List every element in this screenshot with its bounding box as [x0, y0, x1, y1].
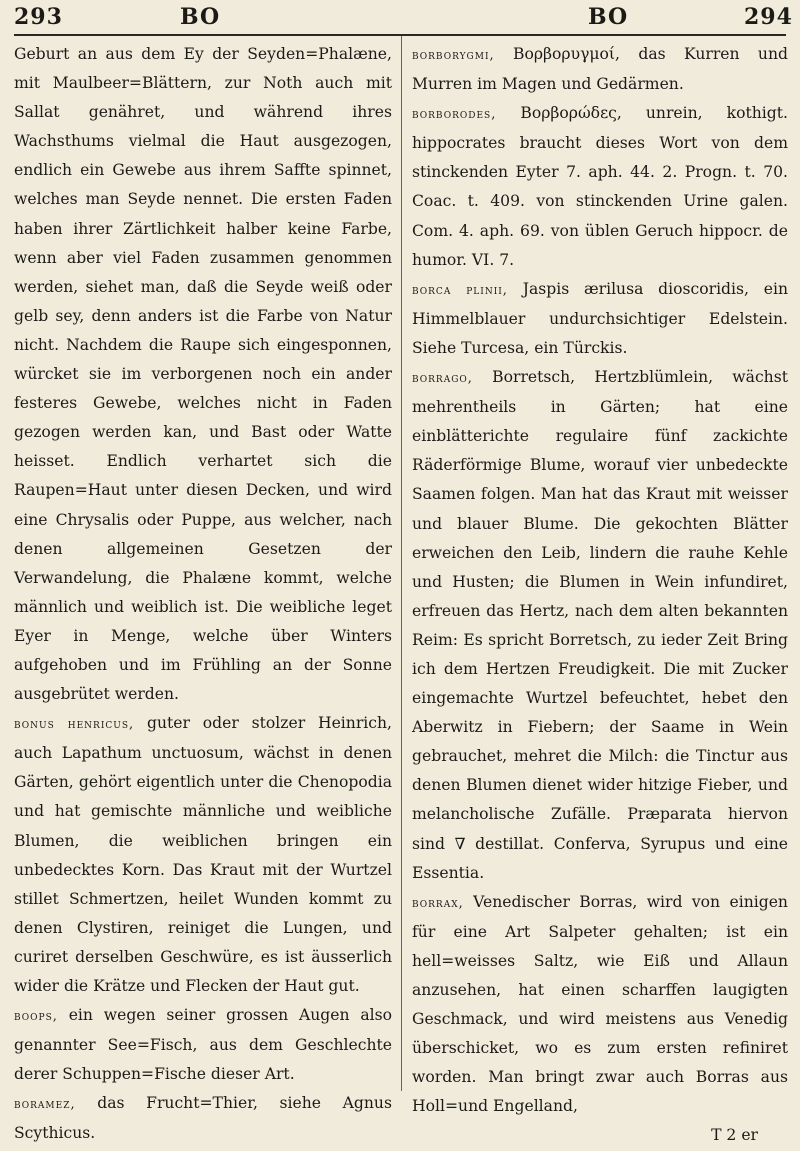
running-header — [0, 0, 800, 34]
entry-text: Βορβορώδες, unrein, kothigt. hippocrates braucht dieses Wort von dem stinckenden Eyter 7. aph. 44. 2. Progn. t. 70. Coac. t. 409. von stinckenden Urine galen. Com. 4. aph. 69. von üblen Geruch hippocr. de humor. VI. 7. — [412, 104, 788, 269]
entry-text: das Frucht=Thier, siehe Agnus Scythicus. — [14, 1094, 392, 1143]
entry-text: Βορβορυγμοί, das Kurren und Murren im Magen und Gedärmen. — [412, 45, 788, 94]
entry-text: Jaspis ærilusa dioscoridis, ein Himmelblauer undurchsichtiger Edelstein. Siehe Turcesa, ein Türckis. — [412, 279, 788, 357]
left-column — [14, 40, 392, 1143]
entry-borborodes — [412, 99, 788, 275]
entry-headword: boramez, — [14, 1097, 76, 1113]
entry-borca — [412, 275, 788, 363]
entry-headword: borborygmi, — [412, 48, 495, 63]
catchword: T 2 er — [711, 1126, 758, 1145]
entry-bonus-henricus — [14, 709, 392, 1001]
column-divider — [401, 36, 402, 1091]
entry-headword: borrax, — [412, 895, 464, 911]
entry-headword: borrago, — [412, 371, 473, 387]
entry-borrax — [412, 888, 788, 1122]
entry-boramez — [14, 1089, 392, 1148]
header-rule — [14, 34, 786, 36]
entry-headword: borca plinii, — [412, 282, 508, 298]
entry-text: guter oder stolzer Heinrich, auch Lapathum unctuosum, wächst in denen Gärten, gehört eigentlich unter die Chenopodia und hat gemischte männliche und weibliche Blumen, die weiblichen bringen ein unbedecktes Korn. Das Kraut mit der Wurtzel stillet Schmertzen, heilet Wunden kommt zu denen Clystiren, reiniget die Lungen, und curiret derselben Geschwüre, es ist äusserlich wider die Krätze und Flecken der Haut gut. — [14, 714, 392, 995]
entry-boops — [14, 1001, 392, 1089]
entry-text: ein wegen seiner grossen Augen also genannter See=Fisch, aus dem Geschlechte derer Schuppen=Fische dieser Art. — [14, 1006, 392, 1084]
page-number-right: 294 — [744, 4, 793, 30]
entry-headword: borborodes, — [412, 107, 497, 123]
entry-borrago — [412, 363, 788, 888]
entry-headword: bonus henricus, — [14, 717, 135, 733]
entry-text: Geburt an aus dem Ey der Seyden=Phalæne, mit Maulbeer=Blättern, zur Noth auch mit Sallat genähret, und während ihres Wachsthums vielmal die Haut ausgezogen, endlich ein Gewebe aus ihrem Saffte spinnet, welches man Seyde nennet. Die ersten Faden haben ihrer Zärtlichkeit halber keine Farbe, wenn aber viel Faden zusammen genommen werden, siehet man, daß die Seyde weiß oder gelb sey, denn anders ist die Farbe von Natur nicht. Nachdem die Raupe sich eingesponnen, würcket sie im verborgenen noch ein ander festeres Gewebe, welches nicht in Faden gezogen werden kan, und Bast oder Watte heisset. Endlich verhartet sich die Raupen=Haut unter diesen Decken, und wird eine Chrysalis oder Puppe, aus welcher, nach denen allgemeinen Gesetzen der Verwandelung, die Phalæne kommt, welche männlich und weiblich ist. Die weibliche leget Eyer in Menge, welche über Winters aufgehoben und im Frühling an der Sonne ausgebrütet werden. — [14, 45, 392, 704]
page-number-left: 293 — [14, 4, 63, 30]
entry-geburt — [14, 40, 392, 709]
entry-borborygmi — [412, 40, 788, 99]
entry-text: Borretsch, Hertzblümlein, wächst mehrentheils in Gärten; hat eine einblätterichte regulaire fünf zackichte Räderförmige Blume, worauf vier unbedeckte Saamen folgen. Man hat das Kraut mit weisser und blauer Blume. Die gekochten Blätter erweichen den Leib, lindern die rauhe Kehle und Husten; die Blumen in Wein infundiret, erfreuen das Hertz, nach dem alten bekannten Reim: Es spricht Borretsch, zu ieder Zeit Bring ich dem Hertzen Freudigkeit. Die mit Zucker eingemachte Wurtzel befeuchtet, hebet den Aberwitz in Fiebern; der Saame in Wein gebrauchet, mehret die Milch: die Tinctur aus denen Blumen dienet wider hitzige Fieber, und melancholische Zufälle. Præparata hiervon sind ∇ destillat. Conferva, Syrupus und eine Essentia. — [412, 368, 788, 882]
running-head-left: BO — [180, 4, 221, 30]
entry-headword: boops, — [14, 1009, 58, 1025]
entry-text: Venedischer Borras, wird von einigen für eine Art Salpeter gehalten; ist ein hell=weisses Saltz, wie Eiß und Allaun anzusehen, hat einen scharffen laugigten Geschmack, und wird meistens aus Venedig überschicket, wo es zum ersten refiniret worden. Man bringt zwar auch Borras aus Holl=und Engelland, — [412, 892, 788, 1116]
running-head-right: BO — [588, 4, 629, 30]
right-column — [412, 40, 788, 1145]
